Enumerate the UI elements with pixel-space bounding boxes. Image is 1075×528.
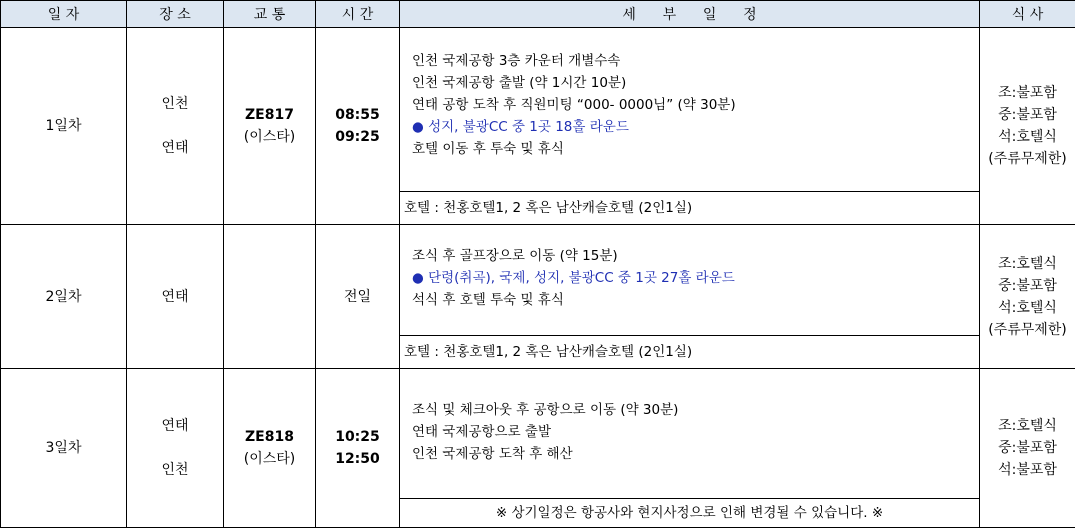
place-item: 연태 xyxy=(127,286,223,308)
carrier-name: (이스타) xyxy=(224,448,315,470)
meal-item: 중:불포함 xyxy=(980,275,1075,297)
schedule-item: 조식 및 체크아웃 후 공항으로 이동 (약 30분) xyxy=(412,399,979,421)
meal-item: 조:불포함 xyxy=(980,82,1075,104)
change-notice: ※ 상기일정은 항공사와 현지사정으로 인해 변경될 수 있습니다. ※ xyxy=(400,498,979,527)
schedule-list xyxy=(400,28,979,191)
meals-cell xyxy=(980,28,1075,225)
meal-item: 석:호텔식 xyxy=(980,297,1075,319)
meal-item: 석:불포함 xyxy=(980,459,1075,481)
header-meals: 식 사 xyxy=(980,1,1075,28)
time-cell xyxy=(316,28,400,225)
schedule-list xyxy=(400,225,979,335)
day-row-3 xyxy=(1,369,1075,528)
meals-cell xyxy=(980,225,1075,369)
place-item: 연태 xyxy=(127,415,223,437)
meals-cell xyxy=(980,369,1075,528)
schedule-item: 조식 후 골프장으로 이동 (약 15분) xyxy=(412,245,979,267)
time-item: 전일 xyxy=(316,286,399,308)
flight-number: ZE818 xyxy=(224,426,315,448)
time-item: 12:50 xyxy=(316,448,399,470)
schedule-item-highlight: ● 단령(취곡), 국제, 성지, 불광CC 중 1곳 27홀 라운드 xyxy=(412,267,979,289)
hotel-info: 호텔 : 천홍호텔1, 2 혹은 남산캐슬호텔 (2인1실) xyxy=(400,191,980,224)
header-row xyxy=(1,1,1075,28)
meal-item: 중:불포함 xyxy=(980,104,1075,126)
transport-cell xyxy=(224,369,316,528)
schedule-item: 연태 국제공항으로 출발 xyxy=(412,421,979,443)
time-cell xyxy=(316,225,400,369)
day-label: 1일차 xyxy=(1,28,127,225)
schedule-item: 연태 공항 도착 후 직원미팅 “000- 0000님” (약 30분) xyxy=(412,94,979,116)
header-place: 장 소 xyxy=(127,1,224,28)
time-item: 08:55 xyxy=(316,104,399,126)
carrier-name: (이스타) xyxy=(224,126,315,148)
place-item: 인천 xyxy=(127,459,223,481)
header-schedule: 세 부 일 정 xyxy=(400,1,980,28)
schedule-item-highlight: ● 성지, 불광CC 중 1곳 18홀 라운드 xyxy=(412,116,979,138)
bullet-icon: ● xyxy=(412,270,424,286)
hotel-info: 호텔 : 천홍호텔1, 2 혹은 남산캐슬호텔 (2인1실) xyxy=(400,335,980,368)
transport-cell xyxy=(224,225,316,369)
day-label: 2일차 xyxy=(1,225,127,369)
meal-item: (주류무제한) xyxy=(980,148,1075,170)
place-cell xyxy=(127,369,224,528)
transport-cell xyxy=(224,28,316,225)
bullet-icon: ● xyxy=(412,119,424,135)
schedule-item: 인천 국제공항 3층 카운터 개별수속 xyxy=(412,50,979,72)
day-label: 3일차 xyxy=(1,369,127,528)
header-transport: 교 통 xyxy=(224,1,316,28)
time-item: 09:25 xyxy=(316,126,399,148)
flight-number: ZE817 xyxy=(224,104,315,126)
place-cell xyxy=(127,28,224,225)
schedule-item: 인천 국제공항 도착 후 해산 xyxy=(412,443,979,465)
schedule-item: 석식 후 호텔 투숙 및 휴식 xyxy=(412,289,979,311)
schedule-cell xyxy=(400,225,980,369)
meal-item: 조:호텔식 xyxy=(980,415,1075,437)
schedule-item: 인천 국제공항 출발 (약 1시간 10분) xyxy=(412,72,979,94)
place-item: 연태 xyxy=(127,137,223,159)
place-item: 인천 xyxy=(127,93,223,115)
meal-item: 조:호텔식 xyxy=(980,253,1075,275)
meal-item: 중:불포함 xyxy=(980,437,1075,459)
schedule-cell xyxy=(400,369,980,528)
meal-item: 석:호텔식 xyxy=(980,126,1075,148)
time-item: 10:25 xyxy=(316,426,399,448)
day-row-2 xyxy=(1,225,1075,369)
schedule-cell xyxy=(400,28,980,225)
schedule-item: 호텔 이동 후 투숙 및 휴식 xyxy=(412,138,979,160)
meal-item: (주류무제한) xyxy=(980,319,1075,341)
header-date: 일 자 xyxy=(1,1,127,28)
time-cell xyxy=(316,369,400,528)
header-time: 시 간 xyxy=(316,1,400,28)
schedule-list xyxy=(400,369,979,498)
place-cell xyxy=(127,225,224,369)
day-row-1 xyxy=(1,28,1075,225)
